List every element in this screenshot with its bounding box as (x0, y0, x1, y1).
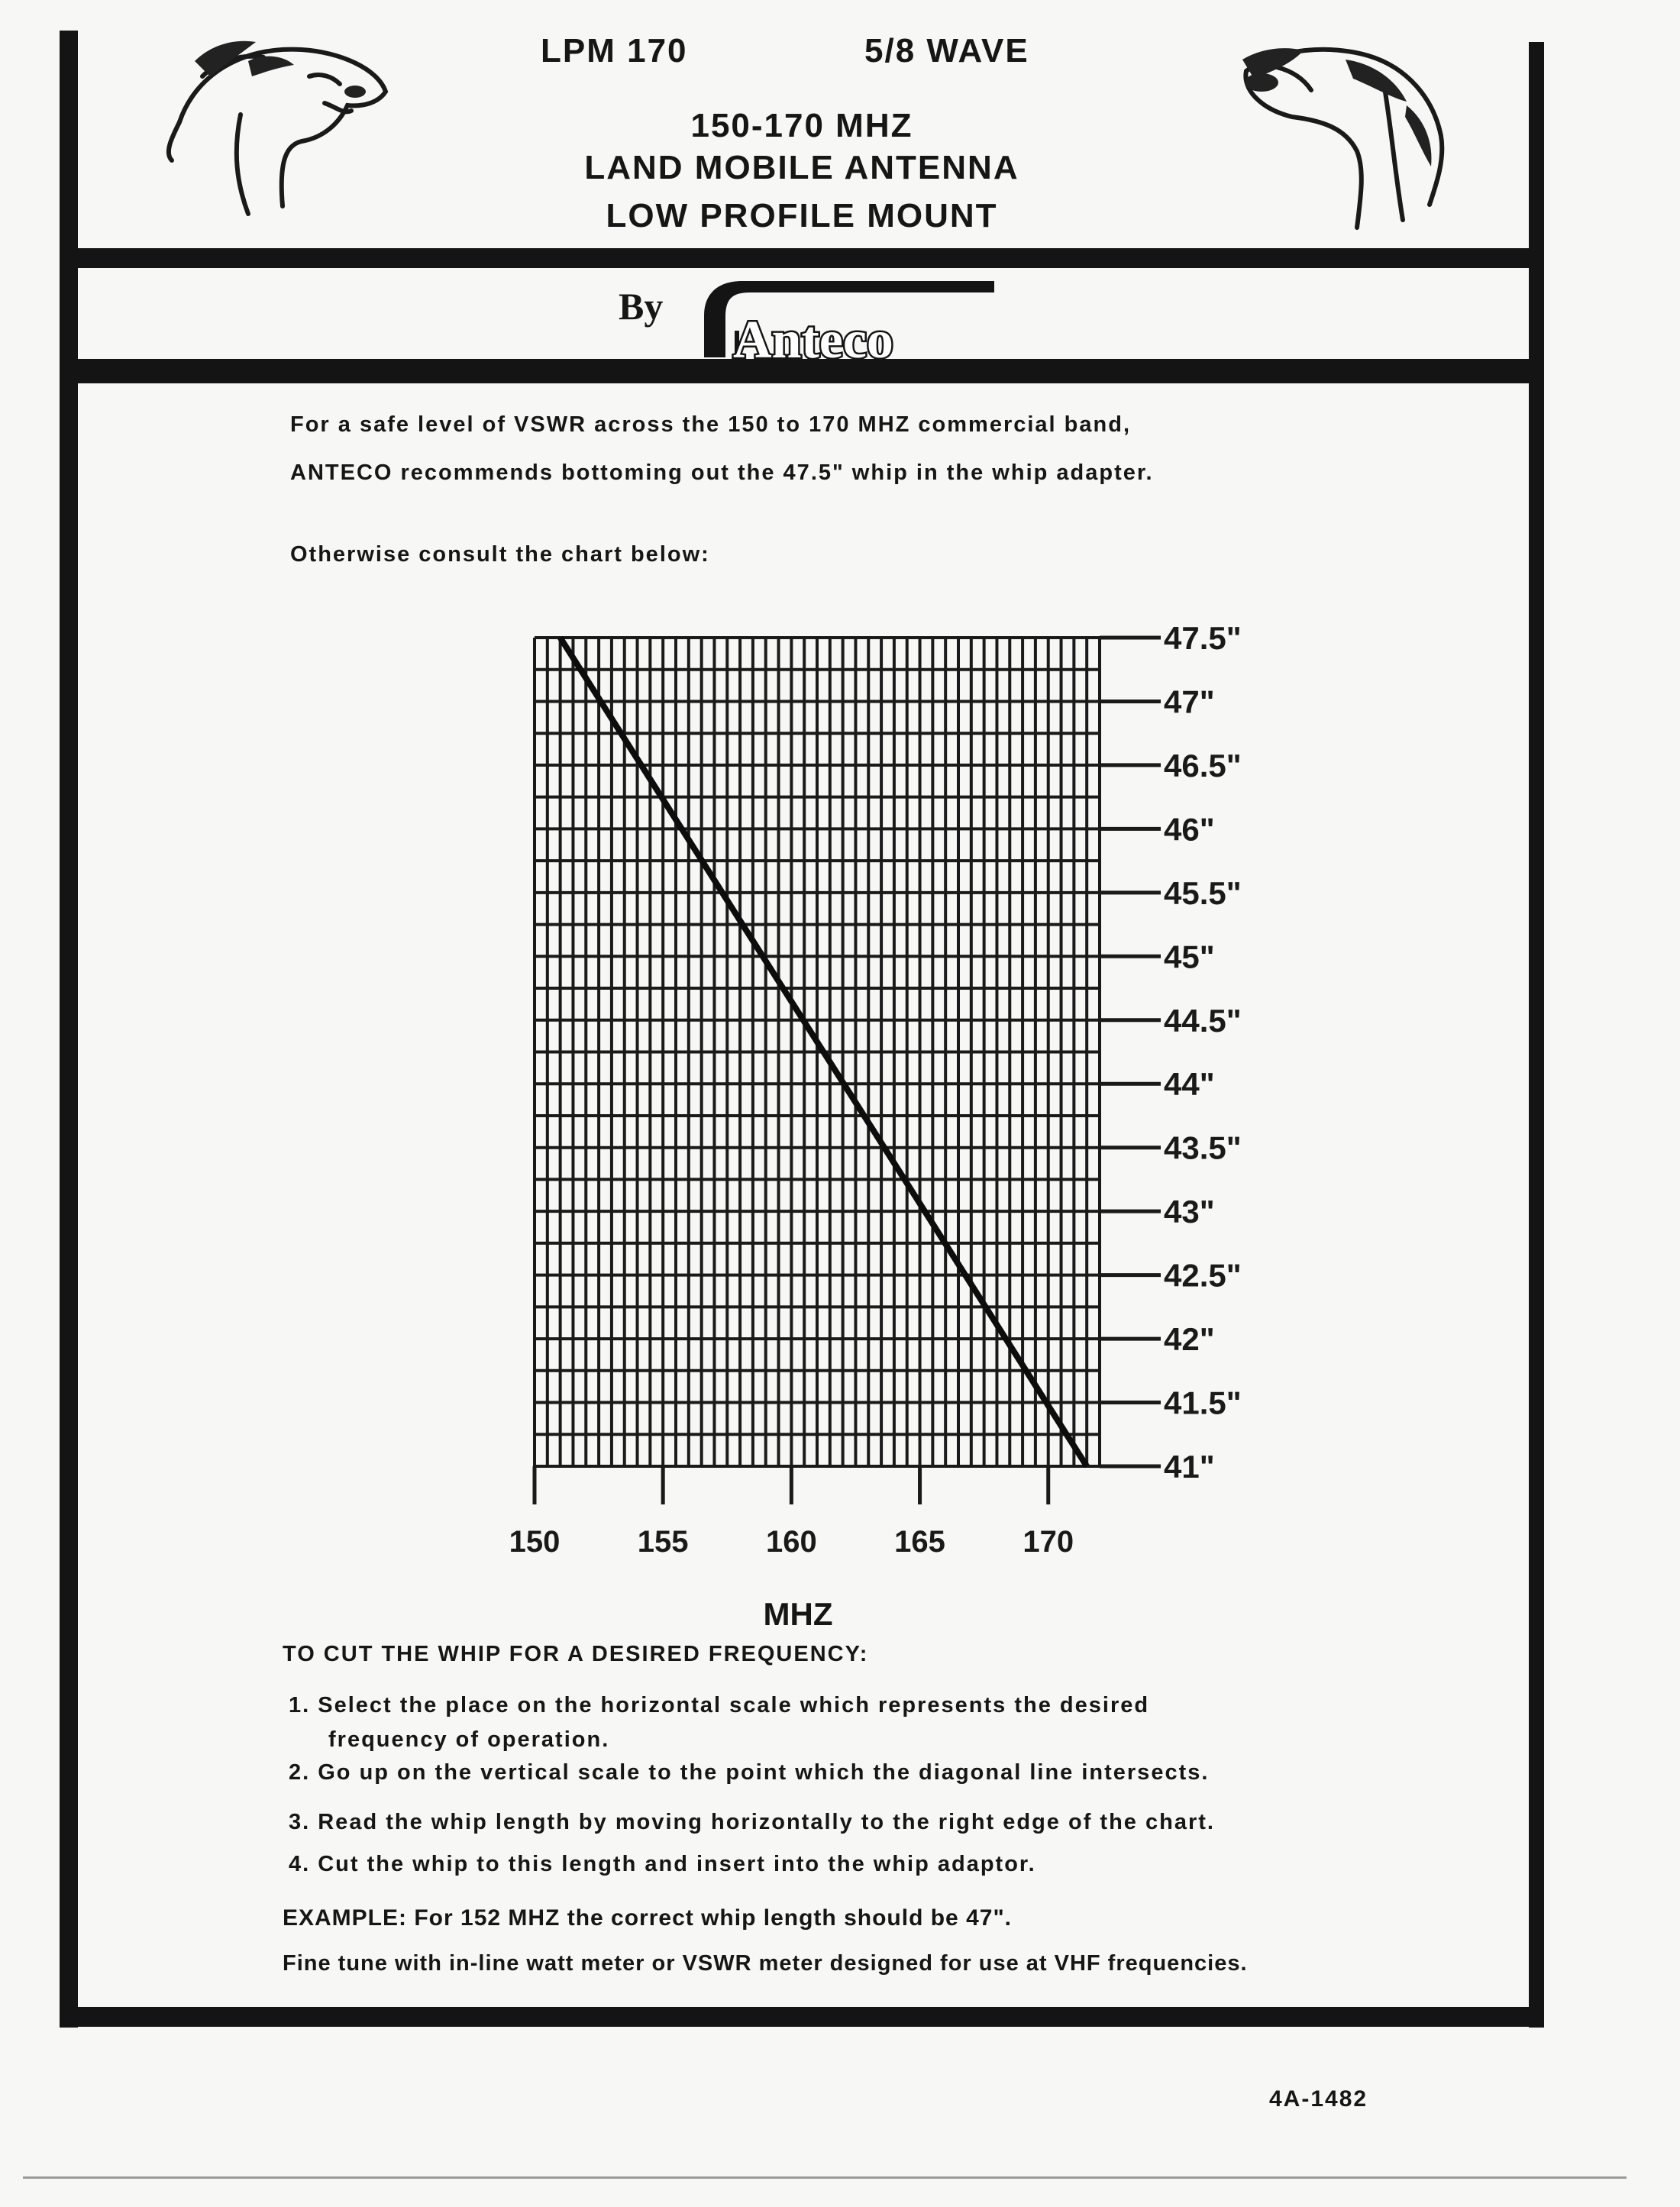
instruction-step-2: 2. Go up on the vertical scale to the point which the diagonal line intersects. (289, 1760, 1210, 1785)
y-tick-label: 46.5" (1164, 747, 1242, 784)
y-tick-label: 47.5" (1164, 620, 1242, 656)
y-tick-label: 44.5" (1164, 1002, 1242, 1039)
y-tick-label: 45" (1164, 939, 1215, 975)
x-axis-label: MHZ (763, 1596, 833, 1632)
x-tick-label: 150 (509, 1525, 561, 1559)
y-tick-label: 44" (1164, 1066, 1215, 1103)
y-tick-label: 43" (1164, 1194, 1215, 1230)
x-tick-label: 155 (637, 1525, 689, 1559)
mount-type-title: LOW PROFILE MOUNT (606, 197, 998, 234)
example-note: EXAMPLE: For 152 MHZ the correct whip length should be 47". (283, 1905, 1013, 1931)
intro-line-1: For a safe level of VSWR across the 150 to 170 MHZ commercial band, (290, 412, 1131, 437)
y-tick-label: 43.5" (1164, 1129, 1242, 1166)
fine-tune-note: Fine tune with in-line watt meter or VSWR meter designed for use at VHF frequencies. (283, 1951, 1248, 1976)
product-type-title: LAND MOBILE ANTENNA (584, 149, 1019, 186)
instructions-title: TO CUT THE WHIP FOR A DESIRED FREQUENCY: (283, 1642, 869, 1666)
instruction-step-3: 3. Read the whip length by moving horizontally to the right edge of the chart. (289, 1810, 1215, 1834)
y-tick-label: 41" (1164, 1449, 1215, 1485)
y-tick-label: 42" (1164, 1321, 1215, 1358)
intro-line-2: ANTECO recommends bottoming out the 47.5" whip in the whip adapter. (290, 460, 1154, 485)
x-tick-label: 170 (1023, 1525, 1074, 1559)
instruction-step-1: 1. Select the place on the horizontal scale which represents the desired (289, 1693, 1150, 1717)
x-tick-label: 160 (765, 1525, 817, 1559)
instruction-step-1-continued: frequency of operation. (328, 1727, 610, 1752)
frame-bottom-border (60, 2007, 1544, 2027)
y-tick-label: 47" (1164, 683, 1215, 720)
y-tick-label: 42.5" (1164, 1257, 1242, 1294)
by-label: By (619, 285, 664, 328)
document-number: 4A-1482 (1269, 2086, 1368, 2112)
y-tick-label: 46" (1164, 811, 1215, 848)
logo-wordmark: Anteco (733, 311, 893, 365)
chart-lead-in: Otherwise consult the chart below: (290, 542, 710, 567)
x-tick-label: 165 (894, 1525, 945, 1559)
frequency-range-title: 150-170 MHZ (690, 107, 913, 144)
instruction-step-4: 4. Cut the whip to this length and insert into the whip adaptor. (289, 1852, 1036, 1876)
y-tick-label: 41.5" (1164, 1385, 1242, 1421)
model-number: LPM 170 (541, 32, 688, 69)
scan-edge-line (23, 2176, 1627, 2179)
wave-spec: 5/8 WAVE (864, 32, 1029, 69)
y-tick-label: 45.5" (1164, 874, 1242, 911)
